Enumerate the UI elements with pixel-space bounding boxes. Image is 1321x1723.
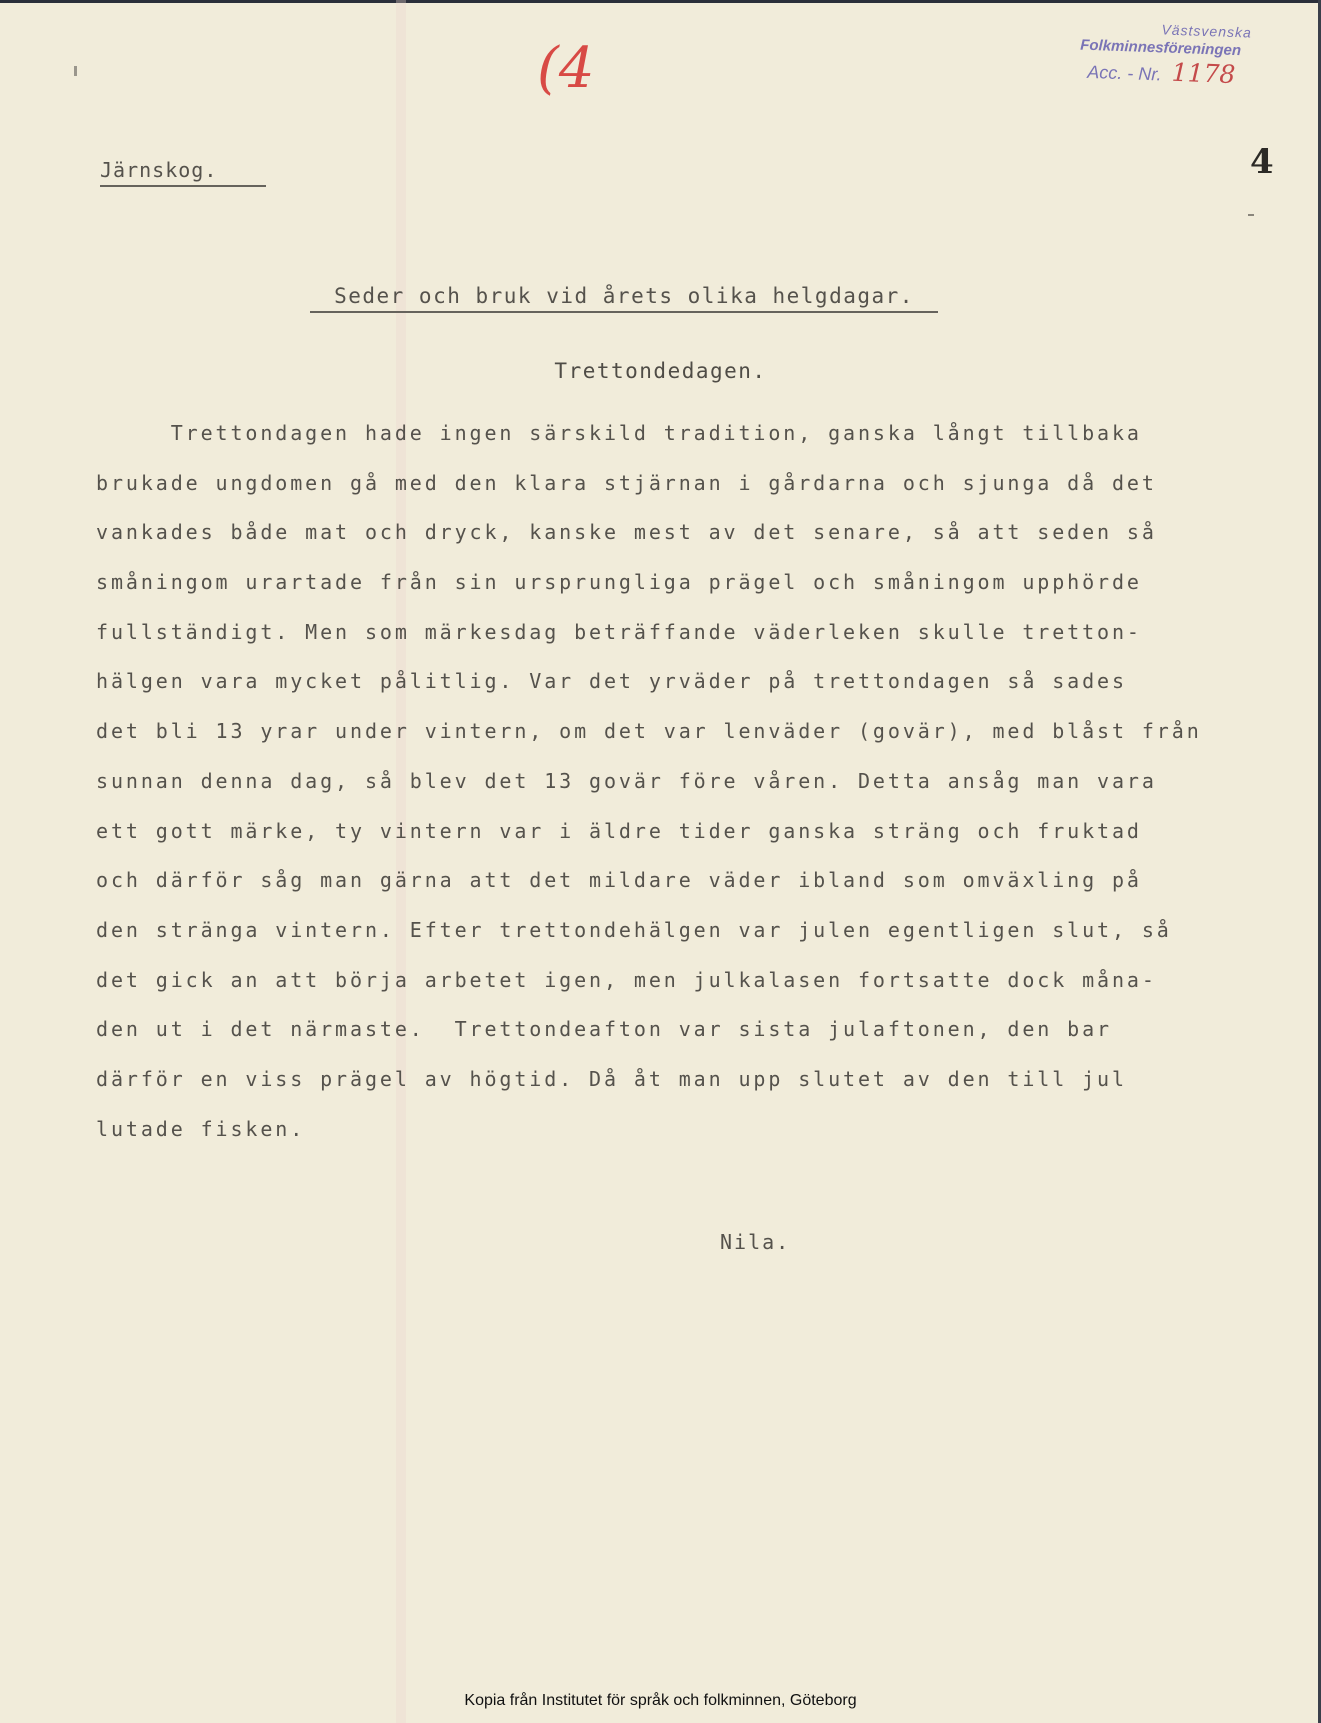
stamp-acc-label: Acc. - Nr. [1086, 61, 1162, 85]
page-number: 4 [1250, 142, 1274, 182]
scan-edge-top [0, 0, 1321, 3]
handwritten-page-number: (4 [537, 36, 595, 101]
text-line: ett gott märke, ty vintern var i äldre tider ganska sträng och fruktad [96, 818, 1142, 843]
text-line: och därför såg man gärna att det mildare väder ibland som omväxling på [96, 868, 1142, 893]
text-line: brukade ungdomen gå med den klara stjärnan i gårdarna och sjunga då det [96, 470, 1157, 495]
text-line: Trettondagen hade ingen särskild tradition, ganska långt tillbaka [96, 421, 1142, 445]
text-line: fullständigt. Men som märkesdag beträffande väderleken skulle tretton- [96, 619, 1142, 644]
document-title: Seder och bruk vid årets olika helgdagar. [310, 284, 938, 313]
text-line: vankades både mat och dryck, kanske mest av det senare, så att seden så [96, 520, 1157, 545]
text-line: lutade fisken. [96, 1116, 306, 1141]
archive-stamp [1079, 19, 1276, 91]
text-line: sunnan denna dag, så blev det 13 govär före våren. Detta ansåg man vara [96, 768, 1157, 793]
body-text [96, 409, 1236, 1154]
text-line: det bli 13 yrar under vintern, om det var lenväder (govär), med blåst från [96, 719, 1202, 744]
place-heading: Järnskog. [100, 158, 266, 187]
text-line: det gick an att börja arbetet igen, men julkalasen fortsatte dock måna- [96, 967, 1157, 992]
text-line: småningom urartade från sin ursprungliga prägel och småningom upphörde [96, 570, 1142, 595]
stamp-acc-number: 1178 [1171, 57, 1236, 90]
section-subtitle: Trettondedagen. [554, 359, 767, 383]
text-line: hälgen vara mycket pålitlig. Var det yrväder på trettondagen så sades [96, 669, 1127, 694]
stamp-line-1: Västsvenska [1161, 21, 1253, 41]
signature: Nila. [720, 1230, 791, 1254]
paper-mark [74, 66, 77, 76]
text-line: den stränga vintern. Efter trettondehälgen var julen egentligen slut, så [96, 917, 1172, 942]
stamp-line-2: Folkminnesföreningen [1079, 36, 1242, 60]
paper-mark [1248, 214, 1254, 216]
stamp-line-3 [1079, 55, 1275, 91]
text-line: därför en viss prägel av högtid. Då åt man upp slutet av den till jul [96, 1066, 1127, 1091]
text-line: den ut i det närmaste. Trettondeafton var sista julaftonen, den bar [96, 1017, 1112, 1042]
copy-footer: Kopia från Institutet för språk och folkminnen, Göteborg [464, 1692, 857, 1709]
